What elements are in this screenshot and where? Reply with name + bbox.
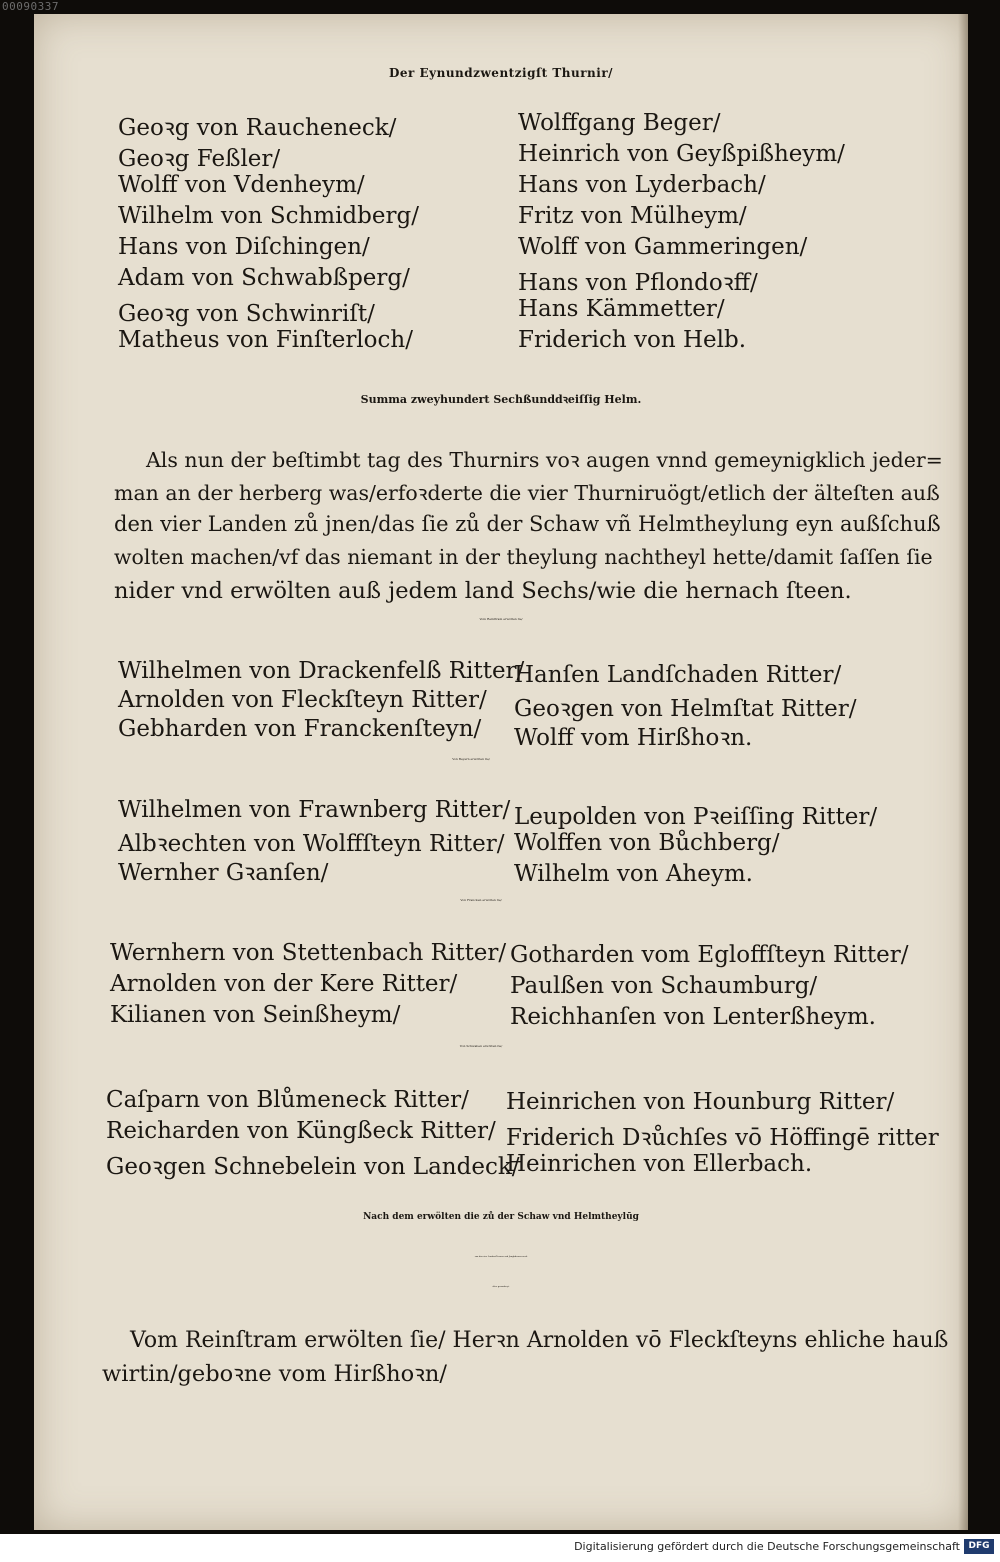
elector-line: Leupolden von Pꝛeiſſing Ritter/	[514, 804, 878, 830]
elector-line: Heinrichen von Hounburg Ritter/	[506, 1089, 895, 1115]
funding-notice: Digitalisierung gefördert durch die Deutsche Forschungsgemeinschaft	[574, 1540, 960, 1553]
section-heading-schwaben: Von Schwaben erwölten ſie/	[459, 1044, 503, 1048]
elector-line: Caſparn von Blůmeneck Ritter/	[106, 1087, 469, 1113]
dfg-logo: DFG	[964, 1539, 994, 1554]
paragraph-line: man an der herberg was/erfoꝛderte die vier Thurniruögt/etlich der älteſten auß	[114, 481, 940, 505]
elector-line: Gebharden von Franckenſteyn/	[118, 716, 482, 742]
elector-line: Geoꝛgen Schnebelein von Landeck/	[106, 1154, 520, 1180]
section-heading-beyern: Von Beyern erwölten ſie/	[452, 757, 490, 761]
elector-line: Wernhern von Stettenbach Ritter/	[110, 940, 507, 966]
name-line: Heinrich von Geyßpißheym/	[518, 141, 845, 167]
name-line: Wolff von Vdenheym/	[118, 172, 365, 198]
closing-line: wirtin/geboꝛne vom Hirßhoꝛn/	[102, 1361, 447, 1387]
name-line: Hans Kämmetter/	[518, 296, 725, 322]
elector-line: Hanſen Landſchaden Ritter/	[514, 662, 842, 688]
closing-heading: Nach dem erwölten die zů der Schaw vnd Helmtheylūg	[363, 1212, 639, 1222]
name-line: Hans von Lyderbach/	[518, 172, 766, 198]
elector-line: Friderich Dꝛůchſes vō Höffingē ritter	[506, 1125, 939, 1151]
elector-line: Wernher Gꝛanſen/	[118, 860, 329, 886]
name-line: Friderich von Helb.	[518, 327, 747, 353]
paragraph-line: nider vnd erwölten auß jedem land Sechs/wie die hernach ſteen.	[114, 578, 852, 604]
paragraph-line: den vier Landen zů jnen/das ſie zů der Schaw vñ Helmtheylung eyn außſchuß	[114, 512, 941, 536]
name-line: Wolffgang Beger/	[518, 110, 721, 136]
elector-line: Reichhanſen von Lenterßheym.	[510, 1004, 876, 1030]
paragraph-line: Als nun der beſtimbt tag des Thurnirs voꝛ augen vnnd gemeynigklich jeder=	[146, 448, 943, 472]
name-line: Geoꝛg von Raucheneck/	[118, 115, 397, 141]
closing-line: Vom Reinſtram erwölten ſie/ Herꝛn Arnolden vō Fleckſteyns ehliche hauß	[130, 1328, 949, 1353]
elector-line: Wilhelmen von Drackenfelß Ritter/	[118, 658, 525, 684]
elector-line: Paulßen von Schaumburg/	[510, 973, 818, 999]
name-line: Geoꝛg Feßler/	[118, 146, 281, 172]
name-line: Wilhelm von Schmidberg/	[118, 203, 419, 229]
scan-id: 00090337	[2, 0, 59, 13]
elector-line: Gotharden vom Egloffſteyn Ritter/	[510, 942, 909, 968]
page-edge-shadow	[958, 14, 968, 1530]
name-line: Matheus von Finſterloch/	[118, 327, 413, 353]
elector-line: Reicharden von Küngßeck Ritter/	[106, 1118, 496, 1144]
elector-line: Wolff vom Hirßhoꝛn.	[514, 725, 753, 751]
elector-line: Arnolden von der Kere Ritter/	[110, 971, 458, 997]
elector-line: Wilhelmen von Frawnberg Ritter/	[118, 797, 511, 823]
elector-line: Kilianen von Seinßheym/	[110, 1002, 401, 1028]
name-line: Fritz von Mülheym/	[518, 203, 747, 229]
paragraph-line: wolten machen/vf das niemant in der theylung nachtheyl hette/damit ſaſſen ſie	[114, 545, 933, 569]
section-heading-reinstram: Vom Reinſtram erwölten ſie/	[479, 617, 523, 621]
name-line: Geoꝛg von Schwinriſt/	[118, 301, 375, 327]
elector-line: Albꝛechten von Wolffſteyn Ritter/	[118, 831, 505, 857]
name-line: Hans von Pflondoꝛff/	[518, 270, 758, 296]
elector-line: Wolffen von Bůchberg/	[514, 830, 780, 856]
elector-line: Arnolden von Fleckſteyn Ritter/	[118, 687, 487, 713]
elector-line: Heinrichen von Ellerbach.	[506, 1151, 813, 1177]
summa-heading: Summa zweyhundert Sechßunddꝛeiſſig Helm.	[360, 393, 642, 406]
elector-line: Wilhelm von Aheym.	[514, 861, 753, 887]
closing-subheading: alter gewonheyt.	[492, 1286, 510, 1288]
closing-subheading: von den vier Landen/Frawen vnd Jungkfrawen nach	[474, 1256, 528, 1258]
tournament-title: Der Eynundzwentzigſt Thurnir/	[388, 66, 614, 80]
section-heading-francken: Von Francken erwölten ſie/	[460, 898, 502, 902]
elector-line: Geoꝛgen von Helmſtat Ritter/	[514, 696, 857, 722]
name-line: Hans von Diſchingen/	[118, 234, 370, 260]
name-line: Wolff von Gammeringen/	[518, 234, 808, 260]
name-line: Adam von Schwabßperg/	[118, 265, 410, 291]
book-page	[34, 14, 968, 1530]
